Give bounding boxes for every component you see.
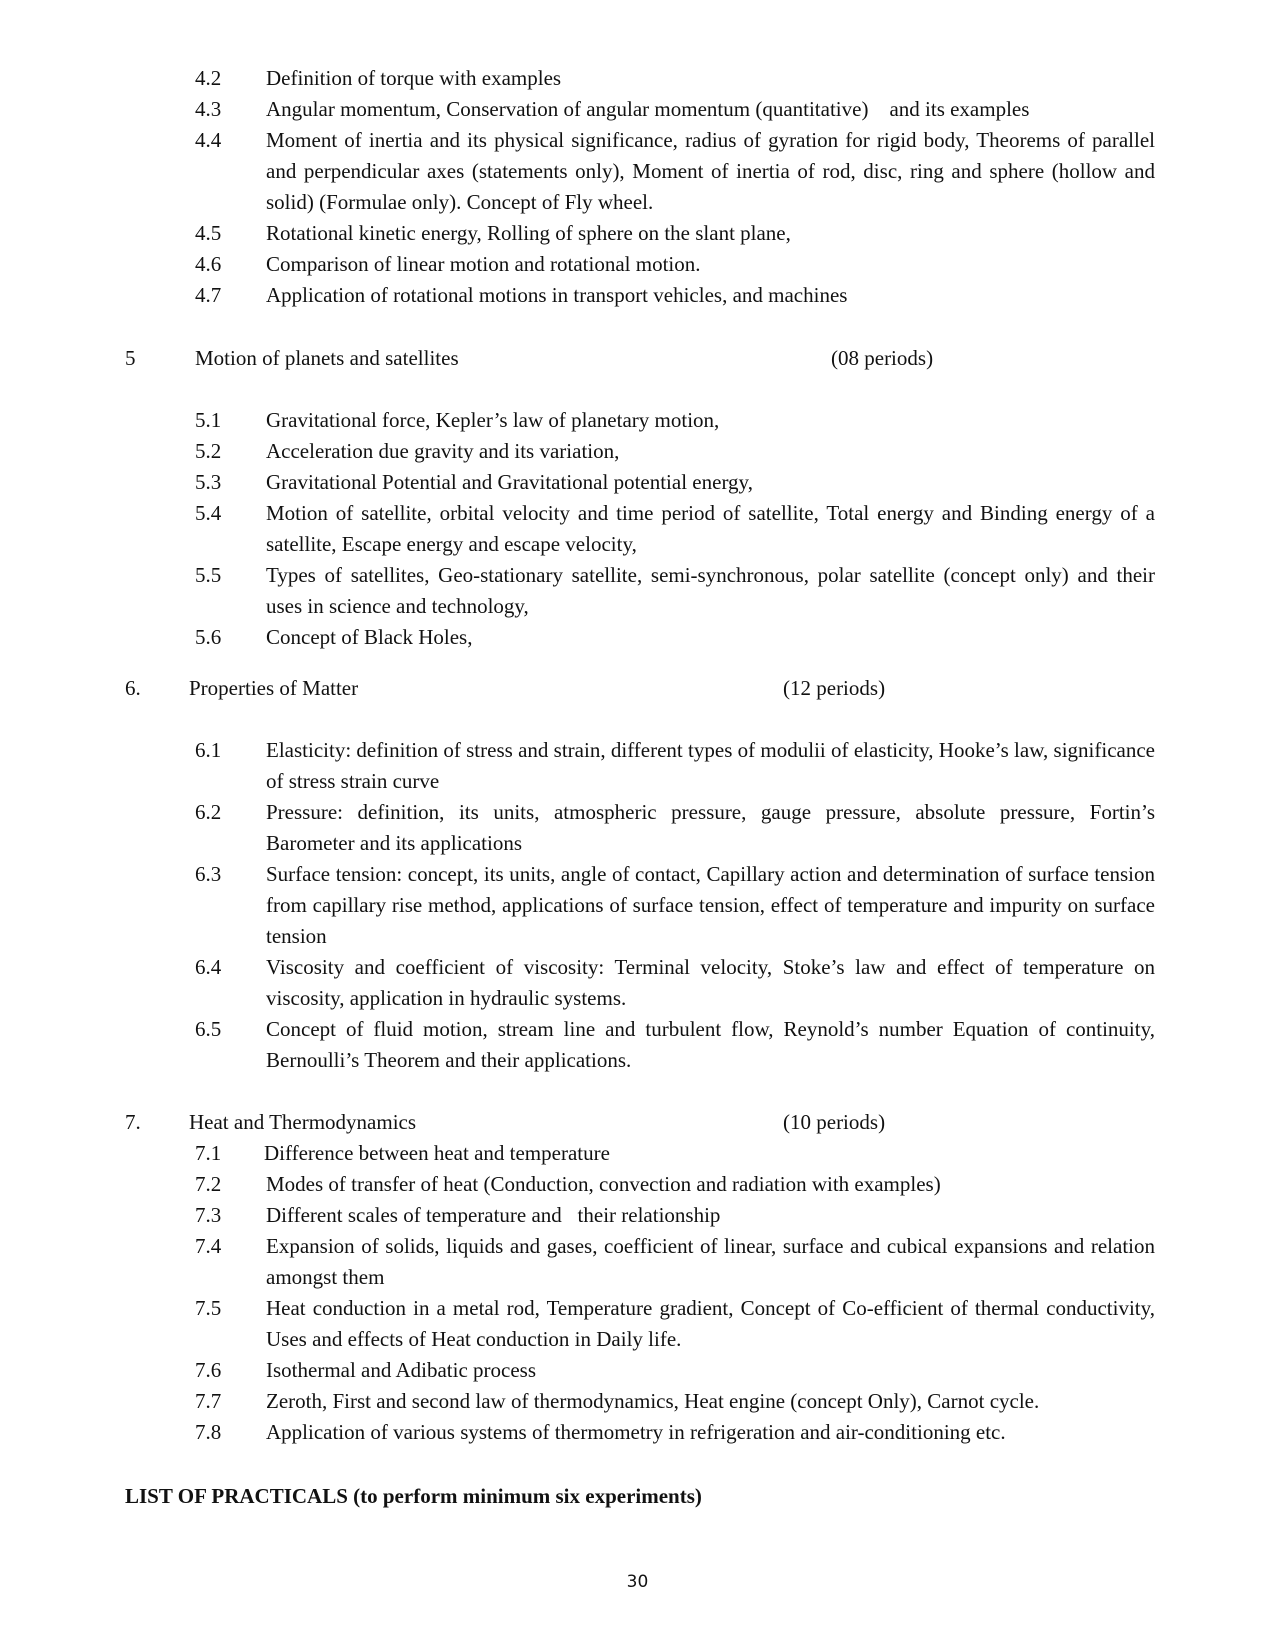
- item-number: 7.2: [195, 1172, 222, 1196]
- item-text: Application of various systems of thermometry in refrigeration and air-conditioning etc.: [266, 1420, 1006, 1444]
- item-text: Surface tension: concept, its units, angle of contact, Capillary action and determination of surface tension from capillary rise method, applications of surface tension, effect of temperature and impurity on surface tension: [266, 862, 1155, 948]
- item-text: Types of satellites, Geo-stationary satellite, semi-synchronous, polar satellite (concept only) and their uses in science and technology,: [266, 563, 1155, 618]
- item-number: 7.7: [195, 1389, 222, 1413]
- item-text: Difference between heat and temperature: [264, 1141, 610, 1165]
- item-number: 5.3: [195, 470, 222, 494]
- section-periods: (08 periods): [831, 346, 934, 370]
- item-number: 7.3: [195, 1203, 222, 1227]
- item-number: 4.5: [195, 221, 222, 245]
- item-text: Acceleration due gravity and its variation,: [266, 439, 620, 463]
- item-number: 6.1: [195, 738, 222, 762]
- item-text: Comparison of linear motion and rotational motion.: [266, 252, 701, 276]
- item-number: 5.6: [195, 625, 222, 649]
- item-text: Isothermal and Adibatic process: [266, 1358, 537, 1382]
- item-text: Pressure: definition, its units, atmospheric pressure, gauge pressure, absolute pressure, Fortin’s Barometer and its applications: [266, 800, 1155, 855]
- item-number: 6.5: [195, 1017, 222, 1041]
- practicals-heading: LIST OF PRACTICALS (to perform minimum six experiments): [125, 1484, 702, 1508]
- item-text: Moment of inertia and its physical significance, radius of gyration for rigid body, Theorems of parallel and perpendicular axes (statements only), Moment of inertia of rod, disc, ring and sphere (hollow and solid) (Formulae only). Concept of Fly wheel.: [266, 128, 1155, 214]
- item-number: 7.4: [195, 1234, 222, 1258]
- section-number: 5: [125, 346, 136, 370]
- item-number: 5.5: [195, 563, 222, 587]
- item-number: 7.6: [195, 1358, 222, 1382]
- item-number: 4.4: [195, 128, 222, 152]
- section-number: 6.: [125, 676, 141, 700]
- item-number: 4.6: [195, 252, 222, 276]
- section-title: Motion of planets and satellites: [195, 346, 459, 370]
- item-number: 6.2: [195, 800, 222, 824]
- item-number: 5.2: [195, 439, 222, 463]
- item-number: 4.2: [195, 66, 222, 90]
- section-heading: [125, 343, 1125, 374]
- page-number: 30: [626, 1572, 649, 1592]
- item-text: Rotational kinetic energy, Rolling of sphere on the slant plane,: [266, 221, 791, 245]
- item-text: Heat conduction in a metal rod, Temperature gradient, Concept of Co-efficient of thermal conductivity, Uses and effects of Heat conduction in Daily life.: [266, 1296, 1155, 1351]
- item-text: Gravitational force, Kepler’s law of planetary motion,: [266, 408, 720, 432]
- item-text: Elasticity: definition of stress and strain, different types of modulii of elasticity, Hooke’s law, significance of stress strain curve: [266, 738, 1155, 793]
- item-text: Viscosity and coefficient of viscosity: Terminal velocity, Stoke’s law and effect of temperature on viscosity, application in hydraulic systems.: [266, 955, 1155, 1010]
- item-number: 4.3: [195, 97, 222, 121]
- section-title: Heat and Thermodynamics: [189, 1110, 417, 1134]
- item-number: 5.1: [195, 408, 222, 432]
- item-number: 7.1: [195, 1141, 222, 1165]
- item-number: 7.8: [195, 1420, 222, 1444]
- section-heading: [125, 673, 1125, 704]
- section-periods: (10 periods): [783, 1110, 886, 1134]
- item-text: Gravitational Potential and Gravitational potential energy,: [266, 470, 753, 494]
- item-number: 5.4: [195, 501, 222, 525]
- section-title: Properties of Matter: [189, 676, 359, 700]
- item-text: Modes of transfer of heat (Conduction, convection and radiation with examples): [266, 1172, 941, 1196]
- item-text: Angular momentum, Conservation of angular momentum (quantitative) and its examples: [266, 97, 1030, 121]
- item-number: 4.7: [195, 283, 222, 307]
- item-text: Concept of Black Holes,: [266, 625, 473, 649]
- item-number: 6.4: [195, 955, 222, 979]
- section-number: 7.: [125, 1110, 141, 1134]
- item-number: 6.3: [195, 862, 222, 886]
- item-text: Concept of fluid motion, stream line and turbulent flow, Reynold’s number Equation of continuity, Bernoulli’s Theorem and their applications.: [266, 1017, 1155, 1072]
- item-text: Zeroth, First and second law of thermodynamics, Heat engine (concept Only), Carnot cycle.: [266, 1389, 1040, 1413]
- section-periods: (12 periods): [783, 676, 886, 700]
- item-text: Application of rotational motions in transport vehicles, and machines: [266, 283, 848, 307]
- item-text: Different scales of temperature and their relationship: [266, 1203, 721, 1227]
- item-number: 7.5: [195, 1296, 222, 1320]
- item-text: Expansion of solids, liquids and gases, coefficient of linear, surface and cubical expansions and relation amongst them: [266, 1234, 1155, 1289]
- section-heading: [125, 1107, 1125, 1138]
- item-text: Definition of torque with examples: [266, 66, 562, 90]
- item-text: Motion of satellite, orbital velocity and time period of satellite, Total energy and Binding energy of a satellite, Escape energy and escape velocity,: [266, 501, 1155, 556]
